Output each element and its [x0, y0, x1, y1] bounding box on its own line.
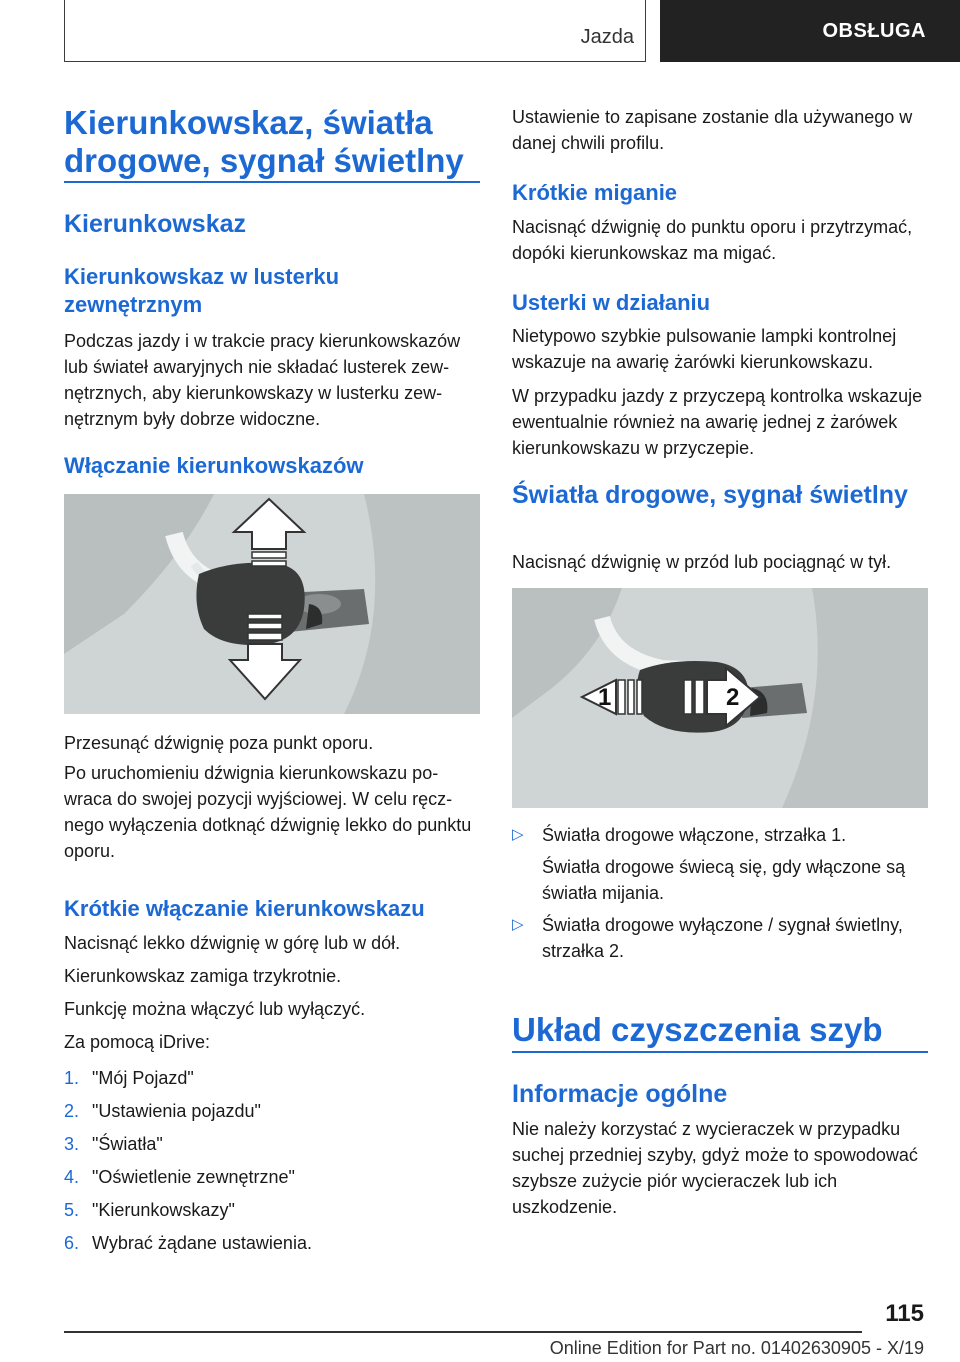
main-title-text: Kierunkowskaz, światła drogowe, sygnał świetlny	[64, 104, 464, 179]
step-number: 4.	[64, 1167, 80, 1187]
heading-swiatla-drogowe: Światła drogowe, sygnał świetlny	[512, 481, 908, 509]
main-title	[64, 104, 480, 180]
page-number: 115	[885, 1300, 924, 1327]
title-rule	[64, 181, 480, 183]
heading-uklad-czyszczenia: Układ czyszczenia szyb	[512, 1011, 883, 1048]
bullet-text: Światła drogowe wyłączone / sygnał świetlny, strzałka 2.	[542, 915, 903, 961]
arrow-label-1: 1	[598, 684, 612, 711]
list-item	[64, 1131, 480, 1164]
step-number: 3.	[64, 1134, 80, 1154]
header-section: Jazda	[580, 26, 634, 48]
step-text: "Ustawienia pojazdu"	[92, 1101, 261, 1121]
bullet-triangle-icon: ▷	[512, 916, 524, 933]
paragraph-usterki-1: Nietypowo szybkie pulsowanie lampki kontrolnej wskazuje na awarię żarówki kierunkowskazu.	[512, 326, 897, 372]
heading-kierunkowskaz: Kierunkowskaz	[64, 210, 247, 238]
step-number: 1.	[64, 1068, 80, 1088]
paragraph-zamiga: Kierunkowskaz zamiga trzykrotnie.	[64, 966, 342, 986]
bullet-list	[512, 822, 928, 964]
section-rule	[512, 1051, 928, 1053]
header-frame	[64, 0, 646, 62]
list-item	[64, 1065, 480, 1098]
list-item	[64, 1098, 480, 1131]
step-text: Wybrać żądane ustawienia.	[92, 1233, 312, 1253]
paragraph-usterki-2: W przypadku jazdy z przyczepą kontrolka wskazuje ewentualnie również na awarię jednej z żarówek kierunkowskazu w przyczepie.	[512, 386, 923, 458]
step-list	[64, 1065, 480, 1263]
list-item	[64, 1197, 480, 1230]
paragraph-lusterko: Podczas jazdy i w trakcie pracy kierunkowskazów lub świateł awaryjnych nie składać lusterek zewnętrznych, aby kierunkowskazy w lusterku zewnętrznym były dobrze widoczne.	[64, 331, 461, 429]
list-item	[64, 1164, 480, 1197]
list-item	[64, 1230, 480, 1263]
list-item	[512, 912, 928, 964]
lever-illustration	[64, 494, 480, 714]
paragraph-funkcje: Funkcję można włączyć lub wyłączyć.	[64, 999, 366, 1019]
step-number: 5.	[64, 1200, 80, 1220]
heading-lusterko: Kierunkowskaz w lusterku zewnętrznym	[64, 264, 340, 317]
heading-informacje: Informacje ogólne	[512, 1080, 728, 1108]
paragraph-ustawienie: Ustawienie to zapisane zostanie dla używanego w danej chwili profilu.	[512, 107, 913, 153]
footer-edition: Online Edition for Part no. 01402630905 - X/19	[549, 1338, 924, 1358]
list-item	[512, 822, 928, 848]
figure-high-beam-lever	[512, 588, 928, 808]
bullet-triangle-icon: ▷	[512, 826, 524, 843]
header-chapter	[660, 0, 960, 62]
figure-turn-signal-lever	[64, 494, 480, 714]
paragraph-miganie: Nacisnąć dźwignię do punktu oporu i przytrzymać, dopóki kierunkowskaz ma migać.	[512, 217, 913, 263]
paragraph-idrive: Za pomocą iDrive:	[64, 1032, 211, 1052]
paragraph-informacje: Nie należy korzystać z wycieraczek w przypadku suchej przedniej szyby, gdyż może to spowodować szybsze zużycie piór wycieraczek lub ich uszkodzenie.	[512, 1119, 918, 1217]
step-number: 6.	[64, 1233, 80, 1253]
step-text: "Kierunkowskazy"	[92, 1200, 235, 1220]
heading-krotkie-miganie: Krótkie miganie	[512, 180, 678, 205]
header-chapter-label: OBSŁUGA	[822, 19, 926, 42]
bullet-text: Światła drogowe włączone, strzałka 1.	[542, 825, 847, 845]
footer-rule	[64, 1331, 862, 1333]
heading-wlaczanie: Włączanie kierunkowskazów	[64, 453, 364, 478]
bullet-subtext: Światła drogowe świecą się, gdy włączone są światła mijania.	[542, 857, 906, 903]
paragraph-po-uruchomieniu: Po uruchomieniu dźwignia kierunkowskazu powraca do swojej pozycji wyjściowej. W celu ręcznego wyłączenia dotknąć dźwignię lekko do punktu oporu.	[64, 763, 472, 861]
step-text: "Mój Pojazd"	[92, 1068, 194, 1088]
paragraph-swiatla: Nacisnąć dźwignię w przód lub pociągnąć w tył.	[512, 552, 892, 572]
step-text: "Oświetlenie zewnętrzne"	[92, 1167, 295, 1187]
step-number: 2.	[64, 1101, 80, 1121]
paragraph-przesunac: Przesunąć dźwignię poza punkt oporu.	[64, 733, 374, 753]
heading-usterki: Usterki w działaniu	[512, 290, 711, 315]
arrow-label-2: 2	[726, 684, 740, 711]
paragraph-nacisnac: Nacisnąć lekko dźwignię w górę lub w dół.	[64, 933, 401, 953]
high-beam-illustration	[512, 588, 928, 808]
step-text: "Światła"	[92, 1134, 163, 1154]
heading-krotkie-wlaczanie: Krótkie włączanie kierunkowskazu	[64, 896, 425, 921]
